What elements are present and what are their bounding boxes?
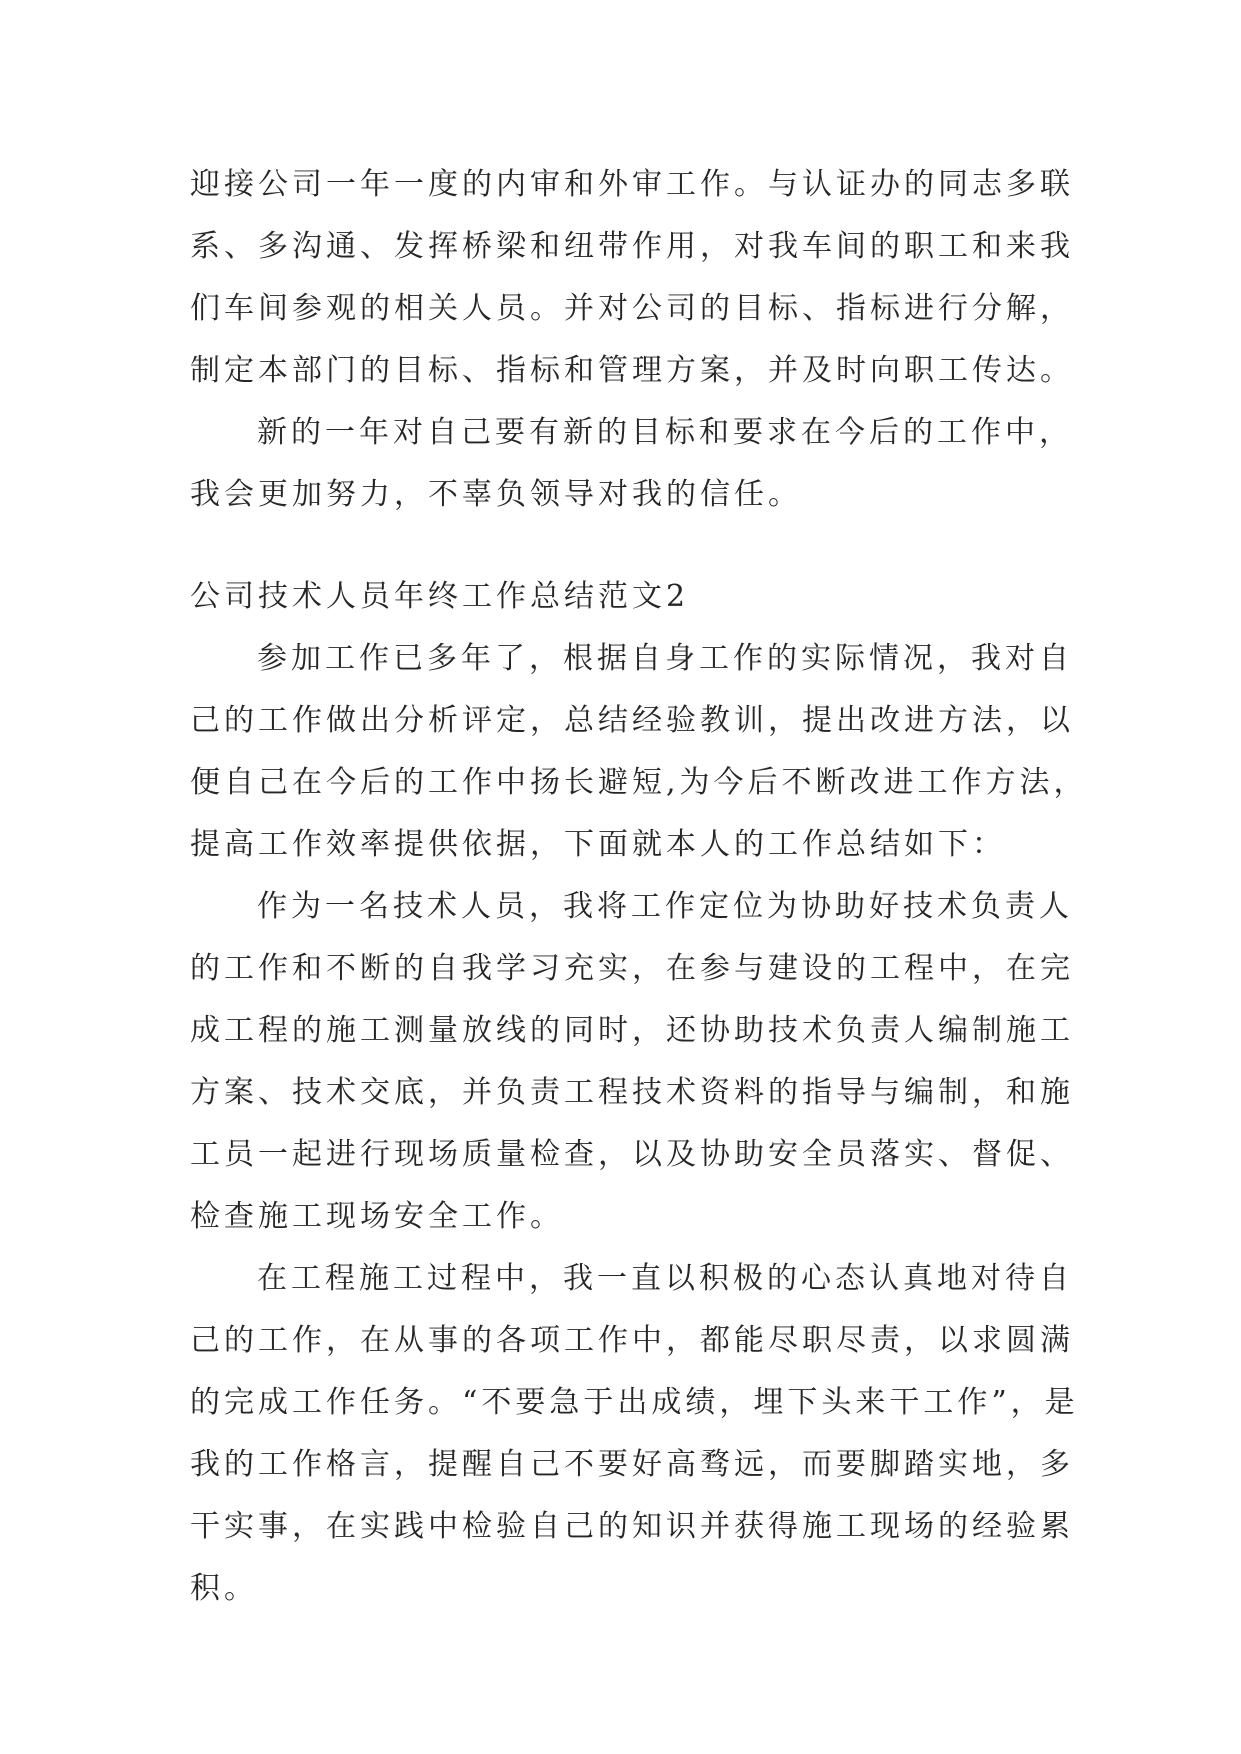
text-line: 提高工作效率提供依据，下面就本人的工作总结如下： xyxy=(190,827,1006,862)
text-line: 干实事，在实践中检验自己的知识并获得施工现场的经验累 xyxy=(190,1509,1074,1544)
paragraph xyxy=(190,1248,1079,1620)
paragraph xyxy=(190,402,1073,526)
text-line: 的完成工作任务。“不要急于出成绩，埋下头来干工作”，是 xyxy=(190,1385,1079,1420)
text-line: 参加工作已多年了，根据自身工作的实际情况，我对自 xyxy=(257,641,1073,676)
text-line: 积。 xyxy=(190,1571,258,1606)
section-continuation xyxy=(190,154,1074,526)
text-line: 我的工作格言，提醒自己不要好高骛远，而要脚踏实地，多 xyxy=(190,1447,1074,1482)
text-line: 迎接公司一年一度的内审和外审工作。与认证办的同志多联 xyxy=(190,167,1074,202)
text-line: 的工作和不断的自我学习充实，在参与建设的工程中，在完 xyxy=(190,951,1074,986)
text-line: 己的工作，在从事的各项工作中，都能尽职尽责，以求圆满 xyxy=(190,1323,1074,1358)
text-line: 便自己在今后的工作中扬长避短,为今后不断改进工作方法， xyxy=(190,765,1088,800)
paragraph xyxy=(190,154,1074,402)
text-line: 我会更加努力，不辜负领导对我的信任。 xyxy=(190,477,802,512)
section-title: 公司技术人员年终工作总结范文2 xyxy=(190,579,690,614)
text-line: 工员一起进行现场质量检查，以及协助安全员落实、督促、 xyxy=(190,1137,1074,1172)
text-line: 系、多沟通、发挥桥梁和纽带作用，对我车间的职工和来我 xyxy=(190,229,1074,264)
text-line: 作为一名技术人员，我将工作定位为协助好技术负责人 xyxy=(257,889,1073,924)
section-2 xyxy=(190,566,1088,1620)
text-line: 成工程的施工测量放线的同时，还协助技术负责人编制施工 xyxy=(190,1013,1074,1048)
paragraph xyxy=(190,628,1088,876)
text-line: 己的工作做出分析评定，总结经验教训，提出改进方法，以 xyxy=(190,703,1074,738)
text-line: 们车间参观的相关人员。并对公司的目标、指标进行分解， xyxy=(190,291,1074,326)
text-line: 方案、技术交底，并负责工程技术资料的指导与编制，和施 xyxy=(190,1075,1074,1110)
text-line: 制定本部门的目标、指标和管理方案，并及时向职工传达。 xyxy=(190,353,1074,388)
paragraph xyxy=(190,876,1074,1248)
text-line: 检查施工现场安全工作。 xyxy=(190,1199,564,1234)
text-line: 在工程施工过程中，我一直以积极的心态认真地对待自 xyxy=(257,1261,1073,1296)
text-line: 新的一年对自己要有新的目标和要求在今后的工作中， xyxy=(257,415,1073,450)
